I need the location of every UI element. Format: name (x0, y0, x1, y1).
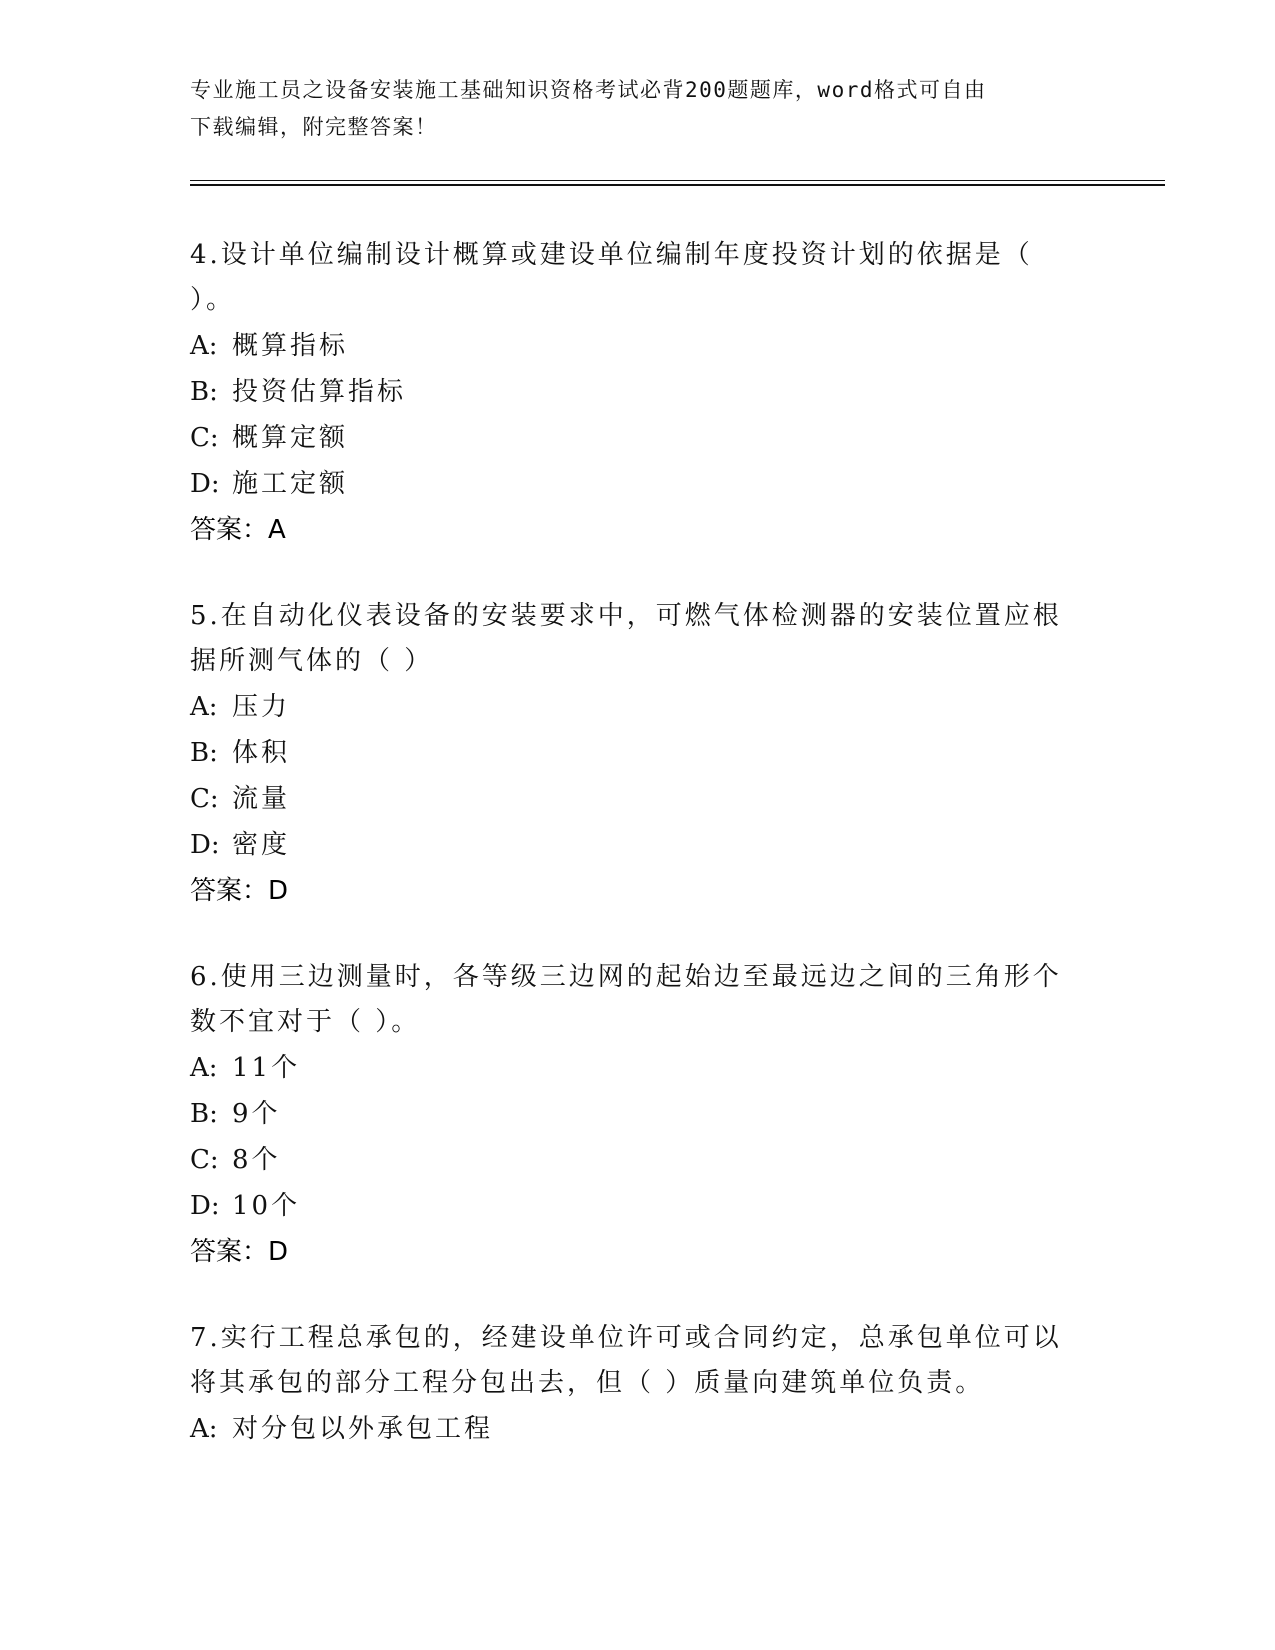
option-key: A: (190, 1053, 218, 1083)
header-rule-bottom (190, 184, 1165, 186)
option-text: 概算指标 (232, 331, 349, 361)
option-text: 概算定额 (232, 423, 349, 453)
option-d (190, 1183, 1070, 1229)
option-text: 8个 (232, 1145, 281, 1175)
option-text: 11个 (232, 1053, 301, 1083)
option-b (190, 1091, 1070, 1137)
option-key: B: (190, 1099, 218, 1129)
option-c (190, 1137, 1070, 1183)
question-7 (190, 1316, 1070, 1452)
option-text: 密度 (232, 830, 291, 860)
option-text: 对分包以外承包工程 (232, 1414, 494, 1444)
option-a (190, 323, 1070, 369)
option-key: A: (190, 1414, 218, 1444)
question-5 (190, 594, 1070, 914)
question-stem: 6.使用三边测量时，各等级三边网的起始边至最远边之间的三角形个数不宜对于（ ）。 (190, 962, 1062, 1037)
option-c (190, 776, 1070, 822)
option-c (190, 415, 1070, 461)
option-d (190, 822, 1070, 868)
document-header (190, 72, 1070, 146)
header-rule-top (190, 180, 1165, 181)
option-key: B: (190, 377, 218, 407)
option-text: 投资估算指标 (232, 377, 407, 407)
question-4 (190, 233, 1070, 553)
option-d (190, 461, 1070, 507)
option-text: 体积 (232, 738, 291, 768)
option-text: 10个 (232, 1191, 301, 1221)
option-text: 9个 (232, 1099, 281, 1129)
option-b (190, 369, 1070, 415)
header-line-1: 专业施工员之设备安装施工基础知识资格考试必背200题题库，word格式可自由 (190, 78, 987, 102)
question-6 (190, 955, 1070, 1275)
question-stem: 4.设计单位编制设计概算或建设单位编制年度投资计划的依据是（ ）。 (190, 240, 1033, 315)
option-key: D: (190, 830, 220, 860)
option-key: A: (190, 331, 218, 361)
option-key: C: (190, 784, 219, 814)
option-key: A: (190, 692, 218, 722)
option-key: C: (190, 423, 219, 453)
option-key: D: (190, 1191, 220, 1221)
answer-line: 答案：D (190, 1237, 289, 1267)
option-text: 流量 (232, 784, 291, 814)
option-a (190, 684, 1070, 730)
option-key: B: (190, 738, 218, 768)
question-stem: 5.在自动化仪表设备的安装要求中，可燃气体检测器的安装位置应根据所测气体的（ ） (190, 601, 1062, 676)
question-stem: 7.实行工程总承包的，经建设单位许可或合同约定，总承包单位可以将其承包的部分工程分包出去，但（ ）质量向建筑单位负责。 (190, 1323, 1062, 1398)
option-a (190, 1406, 1070, 1452)
answer-line: 答案：D (190, 876, 289, 906)
option-text: 压力 (232, 692, 291, 722)
option-key: D: (190, 469, 220, 499)
option-b (190, 730, 1070, 776)
option-key: C: (190, 1145, 219, 1175)
header-line-2: 下载编辑，附完整答案！ (190, 115, 438, 139)
option-text: 施工定额 (232, 469, 349, 499)
answer-line: 答案：A (190, 515, 286, 545)
option-a (190, 1045, 1070, 1091)
